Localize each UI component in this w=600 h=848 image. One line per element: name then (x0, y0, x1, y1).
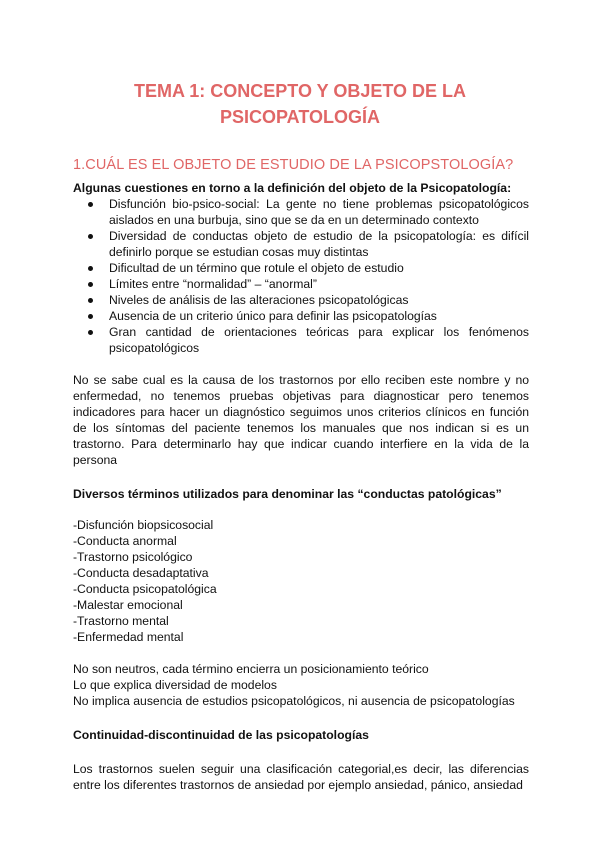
list-item: -Malestar emocional (73, 598, 183, 612)
section-1-paragraph: No se sabe cual es la causa de los trastornos por ello reciben este nombre y no enfermedad, no tenemos pruebas objetivas para diagnosticar pero tenemos indicadores para hacer un diagnóstico seguimos unos criterios clínicos en función de los síntomas del paciente tenemos los manuales que nos indican si es un trastorno. Para determinarlo hay que indicar cuando interfiere en la vida de la persona (73, 373, 529, 467)
list-item: -Trastorno mental (73, 614, 169, 628)
document-title (0, 78, 600, 130)
section-3-heading: Continuidad-discontinuidad de las psicopatologías (73, 728, 369, 742)
list-item: Disfunción bio-psico-social: La gente no tiene problemas psicopatológicos aislados en una burbuja, sino que se da en un determinado contexto (73, 196, 529, 228)
note-line: No son neutros, cada término encierra un posicionamiento teórico (73, 662, 429, 676)
list-item: -Enfermedad mental (73, 630, 184, 644)
bullet-list (73, 196, 529, 356)
list-item: Gran cantidad de orientaciones teóricas para explicar los fenómenos psicopatológicos (73, 324, 529, 356)
list-item: Dificultad de un término que rotule el objeto de estudio (73, 260, 529, 276)
list-item: -Conducta desadaptativa (73, 566, 209, 580)
list-item: -Trastorno psicológico (73, 550, 193, 564)
note-line: No implica ausencia de estudios psicopatológicos, ni ausencia de psicopatologías (73, 694, 515, 708)
terms-notes (73, 661, 529, 709)
title-line-1: TEMA 1: CONCEPTO Y OBJETO DE LA (133, 81, 467, 101)
section-1-heading: 1.CUÁL ES EL OBJETO DE ESTUDIO DE LA PSICOPSTOLOGÍA? (73, 157, 514, 173)
section-3-paragraph: Los trastornos suelen seguir una clasificación categorial,es decir, las diferencias entre los diferentes trastornos de ansiedad por ejemplo ansiedad, pánico, ansiedad (73, 762, 529, 792)
title-line-2: PSICOPATOLOGÍA (219, 107, 380, 127)
list-item: -Disfunción biopsicosocial (73, 518, 214, 532)
list-item: Límites entre “normalidad” – “anormal” (73, 276, 529, 292)
note-line: Lo que explica diversidad de modelos (73, 678, 277, 692)
list-item: -Conducta psicopatológica (73, 582, 217, 596)
section-2-heading: Diversos términos utilizados para denominar las “conductas patológicas” (73, 487, 502, 501)
list-item: Ausencia de un criterio único para definir las psicopatologías (73, 308, 529, 324)
document-body (73, 180, 529, 793)
section-1-subheading: Algunas cuestiones en torno a la definición del objeto de la Psicopatología: (73, 181, 512, 195)
list-item: Niveles de análisis de las alteraciones psicopatológicas (73, 292, 529, 308)
list-item: Diversidad de conductas objeto de estudio de la psicopatología: es difícil definirlo porque se estudian cosas muy distintas (73, 228, 529, 260)
list-item: -Conducta anormal (73, 534, 177, 548)
terms-list (73, 517, 529, 645)
